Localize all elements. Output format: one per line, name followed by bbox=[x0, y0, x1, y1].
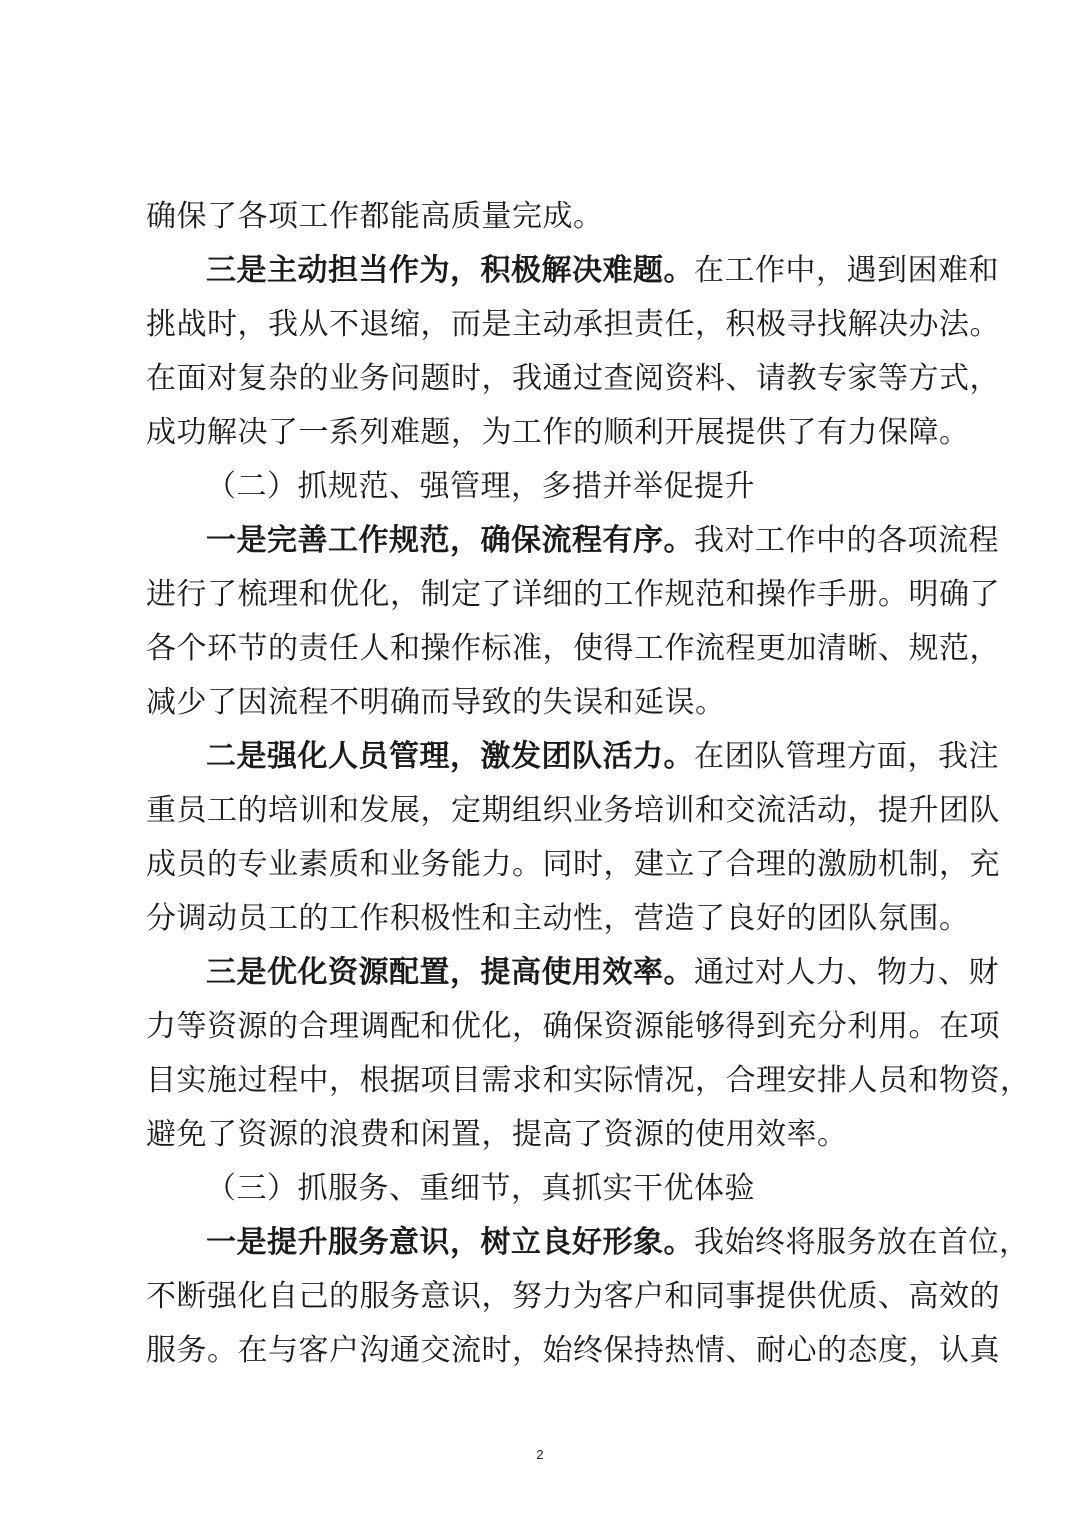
paragraph-line bbox=[146, 1324, 1000, 1378]
body-text: 在面对复杂的业务问题时，我通过查阅资料、请教专家等方式， bbox=[146, 361, 1000, 396]
body-text: 通过对人力、物力、财 bbox=[694, 955, 999, 990]
bold-lead-text: 一是完善工作规范，确保流程有序。 bbox=[206, 523, 694, 558]
paragraph-line bbox=[146, 406, 970, 460]
body-text: 在工作中，遇到困难和 bbox=[694, 253, 999, 288]
paragraph-line bbox=[146, 190, 946, 244]
body-text: 分调动员工的工作积极性和主动性，营造了良好的团队氛围。 bbox=[146, 901, 970, 936]
paragraph-line bbox=[146, 244, 999, 298]
body-text: 服务。在与客户沟通交流时，始终保持热情、耐心的态度，认真 bbox=[146, 1333, 1000, 1368]
body-text: 重员工的培训和发展，定期组织业务培训和交流活动，提升团队 bbox=[146, 793, 1000, 828]
bold-lead-text: 二是强化人员管理，激发团队活力。 bbox=[206, 739, 694, 774]
body-text: 进行了梳理和优化，制定了详细的工作规范和操作手册。明确了 bbox=[146, 577, 1000, 612]
body-text: 确保了各项工作都能高质量完成。 bbox=[146, 199, 604, 234]
paragraph-line bbox=[146, 838, 1000, 892]
paragraph-line bbox=[146, 784, 1000, 838]
section-heading bbox=[146, 1162, 946, 1216]
paragraph-line bbox=[146, 514, 999, 568]
paragraph-line bbox=[146, 622, 1000, 676]
body-text: 各个环节的责任人和操作标准，使得工作流程更加清晰、规范， bbox=[146, 631, 1000, 666]
body-text: 我始终将服务放在首位， bbox=[694, 1225, 1030, 1260]
paragraph-line bbox=[146, 1108, 946, 1162]
body-text: 我对工作中的各项流程 bbox=[694, 523, 999, 558]
body-text: 减少了因流程不明确而导致的失误和延误。 bbox=[146, 685, 726, 720]
paragraph-line bbox=[146, 1054, 1031, 1108]
paragraph-line bbox=[146, 1270, 1000, 1324]
bold-lead-text: 一是提升服务意识，树立良好形象。 bbox=[206, 1225, 694, 1260]
paragraph-line bbox=[146, 298, 1000, 352]
body-text: 在团队管理方面，我注 bbox=[694, 739, 999, 774]
body-text: 避免了资源的浪费和闲置，提高了资源的使用效率。 bbox=[146, 1117, 848, 1152]
bold-lead-text: 三是主动担当作为，积极解决难题。 bbox=[206, 253, 694, 288]
body-text: 成功解决了一系列难题，为工作的顺利开展提供了有力保障。 bbox=[146, 415, 970, 450]
paragraph-line bbox=[146, 352, 1000, 406]
body-text: 挑战时，我从不退缩，而是主动承担责任，积极寻找解决办法。 bbox=[146, 307, 1000, 342]
paragraph-line bbox=[146, 676, 946, 730]
paragraph-line bbox=[146, 568, 1000, 622]
paragraph-line bbox=[146, 946, 999, 1000]
paragraph-line bbox=[146, 892, 970, 946]
document-body bbox=[146, 190, 1031, 1378]
paragraph-line bbox=[146, 730, 999, 784]
section-heading bbox=[146, 460, 946, 514]
paragraph-line bbox=[146, 1000, 1000, 1054]
body-text: 力等资源的合理调配和优化，确保资源能够得到充分利用。在项 bbox=[146, 1009, 1000, 1044]
bold-lead-text: 三是优化资源配置，提高使用效率。 bbox=[206, 955, 694, 990]
body-text: 目实施过程中，根据项目需求和实际情况，合理安排人员和物资， bbox=[146, 1063, 1031, 1098]
body-text: 成员的专业素质和业务能力。同时，建立了合理的激励机制，充 bbox=[146, 847, 1000, 882]
paragraph-line bbox=[146, 1216, 1030, 1270]
body-text: 不断强化自己的服务意识，努力为客户和同事提供优质、高效的 bbox=[146, 1279, 1000, 1314]
page-number: 2 bbox=[536, 1447, 544, 1462]
section-heading-text: （三）抓服务、重细节，真抓实干优体验 bbox=[206, 1171, 755, 1206]
section-heading-text: （二）抓规范、强管理，多措并举促提升 bbox=[206, 469, 755, 504]
